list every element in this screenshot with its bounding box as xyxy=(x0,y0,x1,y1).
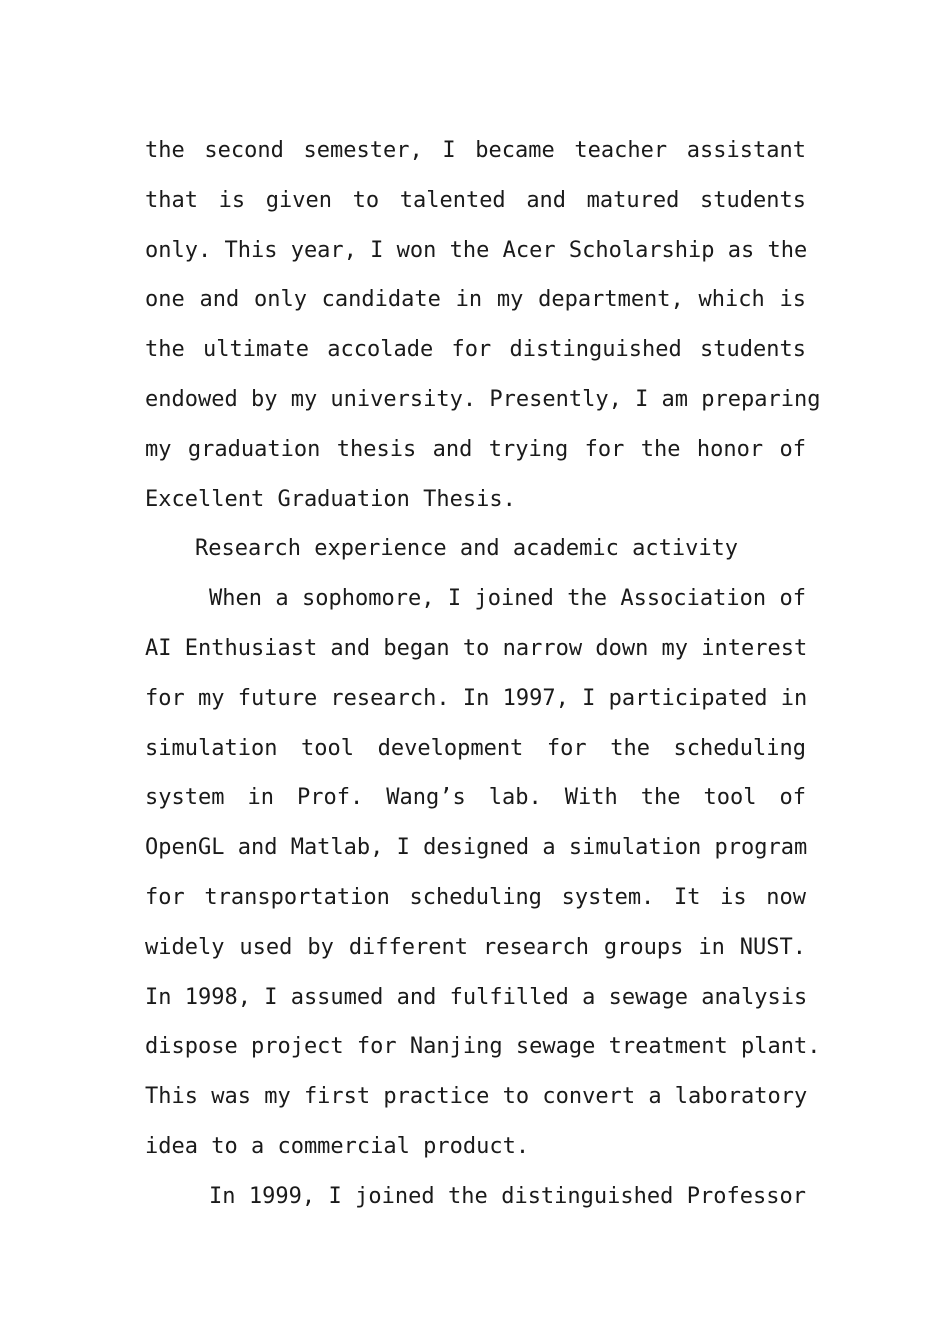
text-line: for my future research. In 1997, I participated in xyxy=(145,685,808,711)
text-line: This was my first practice to convert a laboratory xyxy=(145,1084,808,1110)
text-line: simulation tool development for the scheduling xyxy=(145,735,806,761)
text-line: OpenGL and Matlab, I designed a simulation program xyxy=(145,835,808,861)
text-line: Excellent Graduation Thesis. xyxy=(145,486,516,512)
text-line: AI Enthusiast and began to narrow down my interest xyxy=(145,635,808,661)
text-line: one and only candidate in my department, which is xyxy=(145,287,806,313)
text-line: my graduation thesis and trying for the honor of xyxy=(145,436,806,462)
text-line: endowed by my university. Presently, I am preparing xyxy=(145,386,821,412)
text-line: In 1999, I joined the distinguished Professor xyxy=(209,1183,806,1209)
text-line: idea to a commercial product. xyxy=(145,1133,530,1159)
text-line: for transportation scheduling system. It is now xyxy=(145,884,806,910)
text-line: the second semester, I became teacher assistant xyxy=(145,138,806,163)
text-line: that is given to talented and matured students xyxy=(145,187,806,213)
text-line: When a sophomore, I joined the Association of xyxy=(209,586,806,612)
section-heading: Research experience and academic activity xyxy=(195,536,739,562)
text-line: widely used by different research groups in NUST. xyxy=(145,934,806,960)
text-line: only. This year, I won the Acer Scholarship as the xyxy=(145,237,808,263)
text-line: dispose project for Nanjing sewage treatment plant. xyxy=(145,1034,821,1060)
text-line: system in Prof. Wang’s lab. With the tool of xyxy=(145,785,806,811)
body-text xyxy=(145,126,821,1222)
text-line: In 1998, I assumed and fulfilled a sewage analysis xyxy=(145,984,808,1010)
text-line: the ultimate accolade for distinguished students xyxy=(145,337,806,363)
